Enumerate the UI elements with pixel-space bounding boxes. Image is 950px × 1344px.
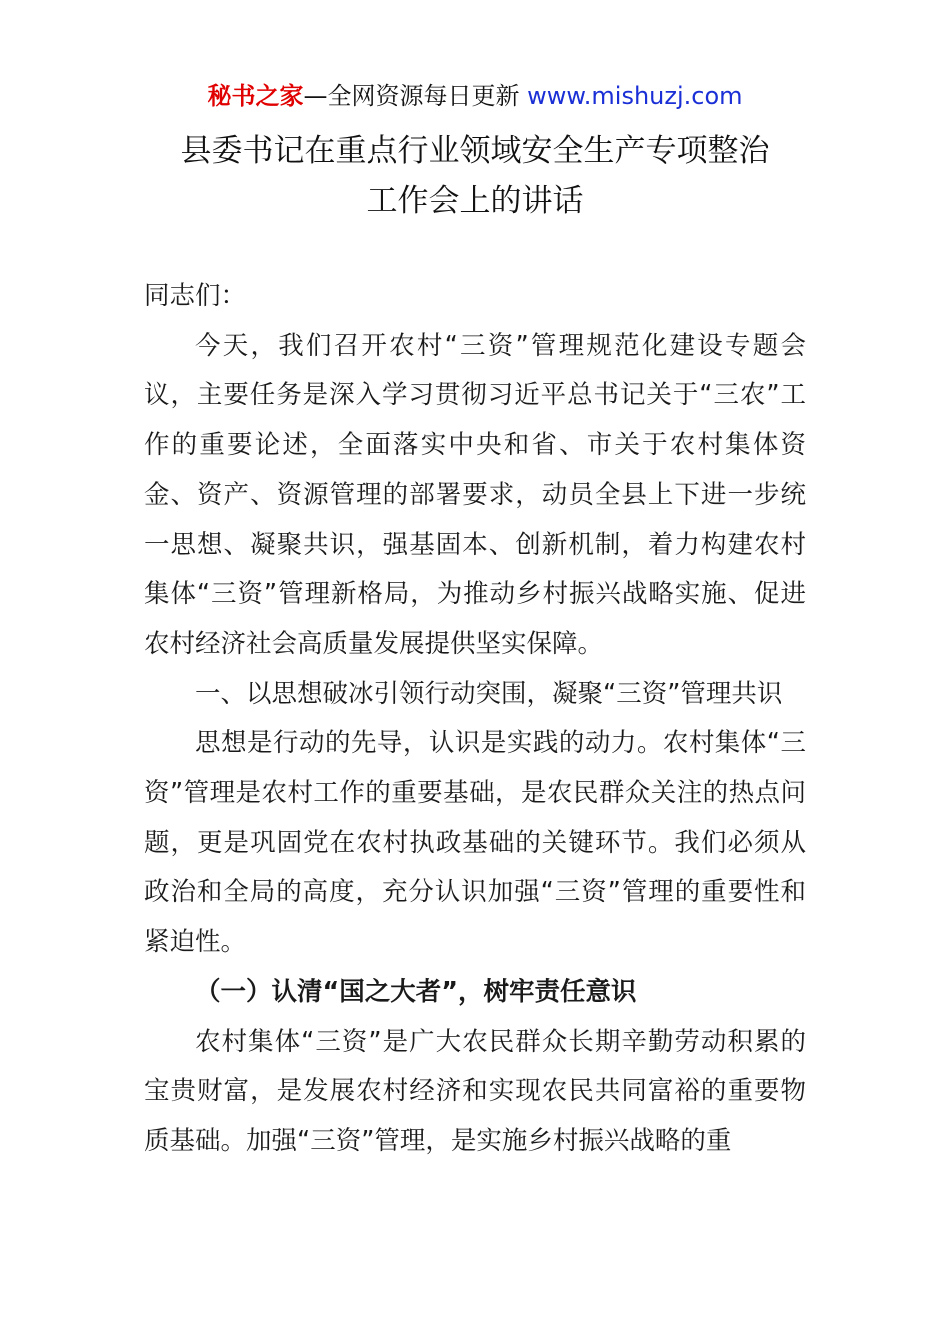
title-line-2: 工作会上的讲话 (366, 183, 584, 219)
paragraph-intro: 今天，我们召开农村“三资”管理规范化建设专题会议，主要任务是深入学习贯彻习近平总书记关于“三农”工作的重要论述，全面落实中央和省、市关于农村集体资金、资产、资源管理的部署要求，动员全县上下进一步统一思想、凝聚共识，强基固本、创新机制，着力构建农村集体“三资”管理新格局，为推动乡村振兴战略实施、促进农村经济社会高质量发展提供坚实保障。 (144, 330, 806, 659)
salutation: 同志们： (144, 281, 247, 311)
site-brand: 秘书之家 (207, 82, 304, 110)
subsection-heading-1: （一）认清“国之大者”，树牢责任意识 (195, 976, 637, 1007)
section-heading-1: 一、以思想破冰引领行动突围，凝聚“三资”管理共识 (195, 678, 783, 709)
title-line-1: 县委书记在重点行业领域安全生产专项整治 (180, 133, 770, 169)
document-title (0, 126, 950, 226)
paragraph-subsection-1: 农村集体“三资”是广大农民群众长期辛勤劳动积累的宝贵财富，是发展农村经济和实现农民共同富裕的重要物质基础。加强“三资”管理，是实施乡村振兴战略的重 (144, 1026, 806, 1156)
paragraph-section-1: 思想是行动的先导，认识是实践的动力。农村集体“三资”管理是农村工作的重要基础，是农民群众关注的热点问题，更是巩固党在农村执政基础的关键环节。我们必须从政治和全局的高度，充分认识加强“三资”管理的重要性和紧迫性。 (144, 728, 806, 958)
site-header (0, 80, 950, 112)
site-slogan: —全网资源每日更新 (303, 82, 528, 110)
document-body (144, 272, 806, 1167)
site-url-link[interactable]: www.mishuzj.com (527, 82, 743, 110)
